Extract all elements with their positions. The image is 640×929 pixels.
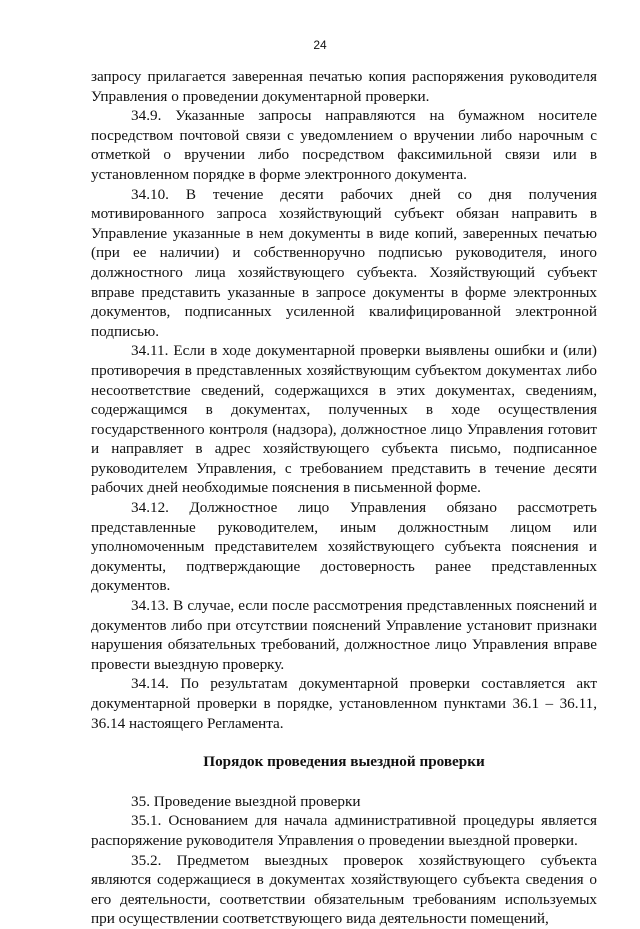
paragraph-34-11: 34.11. Если в ходе документарной проверки выявлены ошибки и (или) противоречия в представленных хозяйствующим субъектом документах либо несоответствие сведений, содержащихся в этих документах, сведениям, содержащимся в документах, полученных в ходе осуществления государственного контроля (надзора), должностное лицо Управления готовит и направляет в адрес хозяйствующего субъекта письмо, подписанное руководителем Управления, с требованием представить в течение десяти рабочих дней необходимые пояснения в письменной форме. <box>91 342 597 497</box>
paragraph-34-9: 34.9. Указанные запросы направляются на бумажном носителе посредством почтовой связи с уведомлением о вручении либо нарочным с отметкой о вручении либо посредством факсимильной связи или в установленном порядке в форме электронного документа. <box>91 107 597 183</box>
paragraph-35: 35. Проведение выездной проверки <box>131 792 361 810</box>
paragraph-34-10: 34.10. В течение десяти рабочих дней со дня получения мотивированного запроса хозяйствующий субъект обязан направить в Управление указанные в нем документы в виде копий, заверенных печатью (при ее наличии) и собственноручно подписью руководителя, иного должностного лица хозяйствующего субъекта. Хозяйствующий субъект вправе представить указанные в запросе документы в форме электронных документов, подписанных усиленной квалифицированной электронной подписью. <box>91 185 597 340</box>
section-heading: Порядок проведения выездной проверки <box>203 753 485 771</box>
paragraph-34-14: 34.14. По результатам документарной проверки составляется акт документарной проверки в порядке, установленном пунктами 36.1 – 36.11, 36.14 настоящего Регламента. <box>91 675 597 732</box>
page-number: 24 <box>313 38 327 52</box>
paragraph-continuation: запросу прилагается заверенная печатью копия распоряжения руководителя Управления о проведении документарной проверки. <box>91 68 597 105</box>
paragraph-35-2: 35.2. Предметом выездных проверок хозяйствующего субъекта являются содержащиеся в документах хозяйствующего субъекта сведения о его деятельности, соответствии обязательным требованиям используемых при осуществлении соответствующего вида деятельности помещений, <box>91 851 597 928</box>
paragraph-34-13: 34.13. В случае, если после рассмотрения представленных пояснений и документов либо при отсутствии пояснений Управление установит признаки нарушения обязательных требований, должностное лицо Управления вправе провести выездную проверку. <box>91 597 597 673</box>
document-body <box>91 67 597 929</box>
paragraph-34-12: 34.12. Должностное лицо Управления обязано рассмотреть представленные руководителем, иным должностным лицом или уполномоченным представителем хозяйствующего субъекта пояснения и документы, подтверждающие достоверность ранее представленных документов. <box>91 499 597 595</box>
paragraph-35-1: 35.1. Основанием для начала административной процедуры является распоряжение руководителя Управления о проведении выездной проверки. <box>91 812 597 849</box>
